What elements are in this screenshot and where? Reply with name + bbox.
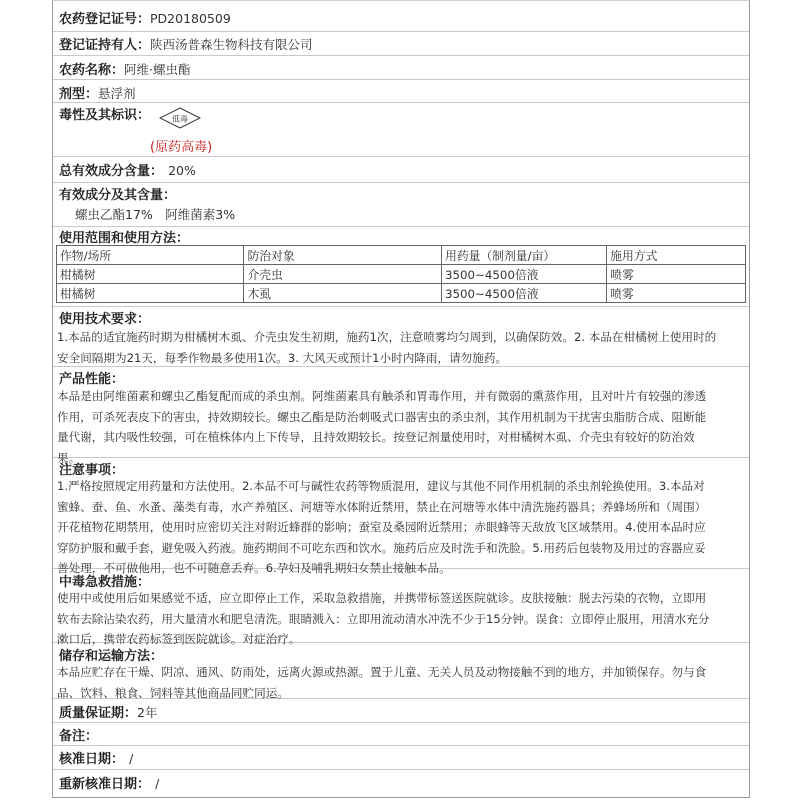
- usage-cell-target: 木虱: [244, 284, 442, 303]
- usage-table-header-row: [57, 246, 746, 265]
- reapproval-value: /: [155, 776, 160, 791]
- usage-cell-method: 喷雾: [607, 265, 746, 284]
- usage-header-method: 施用方式: [607, 246, 746, 265]
- approval-row: [53, 746, 749, 770]
- name-value: 阿维·螺虫酯: [124, 62, 191, 77]
- notes-line: 蜜蜂、蚕、鱼、水蚤、藻类有毒，水产养殖区、河塘等水体附近禁用，禁止在河塘等水体中清洗施药器具；养蜂场所和（周围）: [57, 499, 707, 514]
- first-aid-section: [53, 569, 749, 646]
- toxicity-symbol-text: 低毒: [172, 114, 188, 124]
- table-row: [57, 284, 746, 303]
- warranty-value: 2年: [137, 705, 158, 720]
- notes-line: 穿防护服和戴手套，避免吸入药液。施药期间不可吃东西和饮水。施药后应及时洗手和洗脸。5.用药后包装物及用过的容器应妥: [57, 540, 706, 555]
- usage-header-dosage: 用药量（制剂量/亩）: [442, 246, 607, 265]
- usage-cell-target: 介壳虫: [244, 265, 442, 284]
- notes-label: 注意事项：: [59, 463, 125, 478]
- name-row: [53, 56, 749, 80]
- tech-line: 安全间隔期为21天，每季作物最多使用1次。3. 大风天或预计1小时内降雨，请勿施药。: [57, 350, 508, 365]
- remarks-label: 备注：: [59, 729, 99, 744]
- performance-label: 产品性能：: [59, 372, 125, 387]
- notes-text: [57, 476, 743, 579]
- performance-section: [53, 367, 749, 465]
- low-toxicity-diamond-icon: [159, 107, 201, 129]
- usage-cell-dosage: 3500~4500倍液: [442, 284, 607, 303]
- toxicity-label: 毒性及其标识：: [59, 108, 151, 123]
- storage-section: [53, 643, 749, 699]
- performance-line: 本品是由阿维菌素和螺虫乙酯复配而成的杀虫剂。阿维菌素具有触杀和胃毒作用，并有微弱的熏蒸作用，且对叶片有较强的渗透: [57, 389, 707, 403]
- ingredients-value: 螺虫乙酯17% 阿维菌素3%: [75, 207, 236, 222]
- usage-label: 使用范围和使用方法：: [59, 231, 190, 246]
- storage-text: [57, 662, 743, 703]
- ingredients-label: 有效成分及其含量：: [59, 188, 177, 203]
- notes-line: 1.严格按照规定用药量和方法使用。2.本品不可与碱性农药等物质混用，建议与其他不同作用机制的杀虫剂轮换使用。3.本品对: [57, 479, 705, 493]
- notes-line: 开花植物花期禁用，使用时应密切关注对附近蜂群的影响；蚕室及桑园附近禁用；赤眼蜂等天敌放飞区域禁用。4.使用本品时应: [57, 520, 706, 534]
- usage-cell-crop: 柑橘树: [57, 265, 244, 284]
- remarks-row: [53, 723, 749, 746]
- usage-cell-method: 喷雾: [607, 284, 746, 303]
- performance-line: 果。: [57, 450, 81, 465]
- first-aid-line: 使用中或使用后如果感觉不适，应立即停止工作，采取急救措施，并携带标签送医院就诊。皮肤接触：脱去污染的衣物，立即用: [57, 591, 707, 605]
- reapproval-row: [53, 770, 749, 798]
- holder-row: [53, 32, 749, 56]
- toxicity-row: [53, 103, 749, 157]
- total-content-value: 20%: [168, 163, 196, 178]
- holder-value: 陕西汤普森生物科技有限公司: [150, 37, 313, 52]
- first-aid-line: 漱口后，携带农药标签到医院就诊。对症治疗。: [57, 632, 301, 646]
- usage-cell-crop: 柑橘树: [57, 284, 244, 303]
- tech-text: [57, 327, 743, 368]
- first-aid-line: 软布去除沾染农药，用大量清水和肥皂清洗。眼睛溅入：立即用流动清水冲洗不少于15分钟。误食：立即停止服用，用清水充分: [57, 611, 710, 626]
- name-label: 农药名称：: [59, 63, 125, 78]
- tech-label: 使用技术要求：: [59, 312, 151, 327]
- usage-header-target: 防治对象: [244, 246, 442, 265]
- tech-line: 1.本品的适宜施药时期为柑橘树木虱、介壳虫发生初期，施药1次，注意喷雾均匀周到，以确保防效。2. 本品在柑橘树上使用时的: [57, 330, 717, 344]
- first-aid-text: [57, 588, 743, 650]
- performance-line: 量代谢，其内吸性较强，可在植株体内上下传导，且持效期较长。按登记剂量使用时，对柑橘树木虱、介壳虫有较好的防治效: [57, 430, 695, 444]
- total-content-row: [53, 157, 749, 183]
- notes-line: 善处理，不可做他用，也不可随意丢弃。6.孕妇及哺乳期妇女禁止接触本品。: [57, 561, 451, 575]
- reapproval-label: 重新核准日期：: [59, 777, 151, 792]
- registration-value: PD20180509: [150, 11, 231, 26]
- warranty-label: 质量保证期：: [59, 706, 138, 721]
- notes-section: [53, 458, 749, 575]
- storage-label: 储存和运输方法：: [59, 649, 164, 664]
- formulation-label: 剂型：: [59, 87, 99, 102]
- registration-label: 农药登记证号：: [59, 12, 151, 27]
- first-aid-label: 中毒急救措施：: [59, 575, 151, 590]
- toxicity-note: (原药高毒): [150, 140, 213, 155]
- usage-cell-dosage: 3500~4500倍液: [442, 265, 607, 284]
- total-content-label: 总有效成分含量：: [59, 164, 164, 179]
- pesticide-label-document: [52, 0, 750, 798]
- approval-label: 核准日期：: [59, 752, 125, 767]
- registration-row: [53, 1, 749, 32]
- usage-header-crop: 作物/场所: [57, 246, 244, 265]
- usage-table: [56, 245, 746, 303]
- formulation-row: [53, 80, 749, 103]
- formulation-value: 悬浮剂: [98, 86, 136, 101]
- warranty-row: [53, 699, 749, 723]
- performance-text: [57, 386, 743, 468]
- tech-section: [53, 307, 749, 367]
- holder-label: 登记证持有人：: [59, 38, 151, 53]
- storage-line: 品、饮料、粮食、饲料等其他商品同贮同运。: [57, 685, 289, 700]
- storage-line: 本品应贮存在干燥、阴凉、通风、防雨处，远离火源或热源。置于儿童、无关人员及动物接触不到的地方，并加锁保存。勿与食: [57, 665, 707, 679]
- ingredients-row: [53, 183, 749, 227]
- table-row: [57, 265, 746, 284]
- performance-line: 作用，可杀死表皮下的害虫，持效期较长。螺虫乙酯是防治刺吸式口器害虫的杀虫剂，其作用机制为干扰害虫脂肪合成、阻断能: [57, 409, 707, 424]
- approval-value: /: [129, 751, 134, 766]
